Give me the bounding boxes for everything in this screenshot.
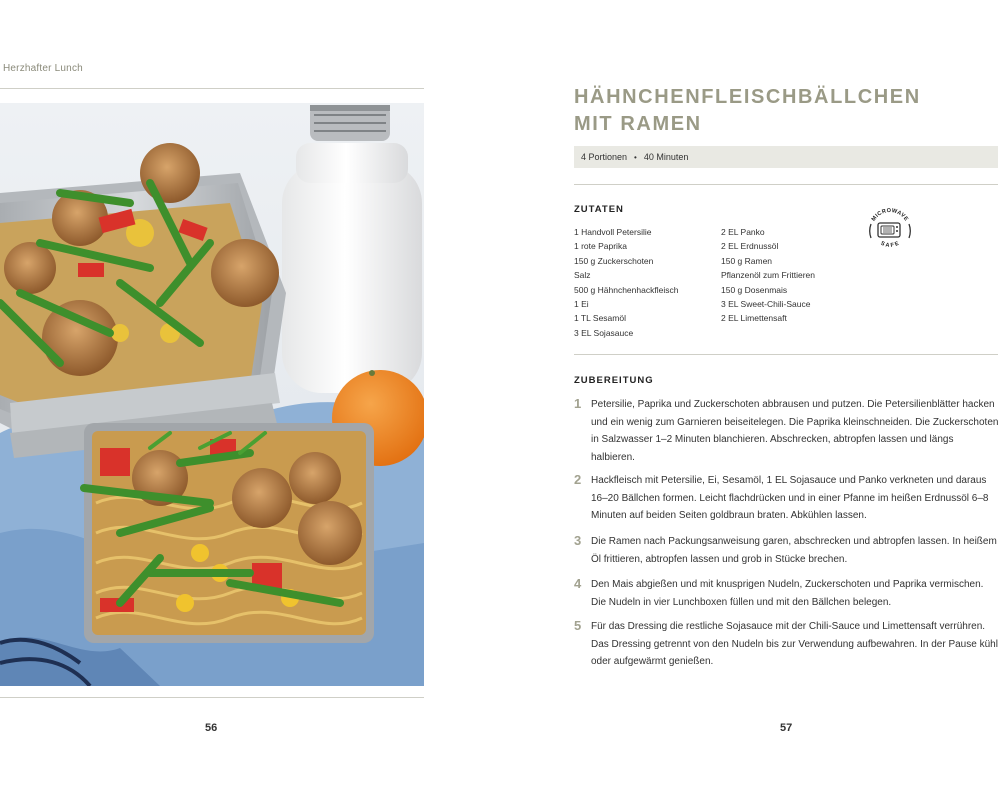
step-number: 2	[574, 472, 582, 487]
page-number-right: 57	[780, 722, 793, 734]
microwave-safe-badge-icon	[864, 204, 916, 256]
ingredient-item: 150 g Zuckerschoten	[574, 255, 654, 266]
svg-text:MICROWAVE	[871, 208, 909, 223]
prep-step	[574, 618, 1000, 671]
step-text: Hackfleisch mit Petersilie, Ei, Sesamöl, 1 EL Sojasauce und Panko verkneten und daraus 16–20 Bällchen formen. Leicht flachdrücken und in einer Pfanne im heißen Erdnussöl 6–8 Minuten auf beiden Seiten goldbraun braten. Abkühlen lassen.	[591, 475, 989, 522]
step-number: 4	[574, 576, 582, 591]
ingredients-heading: ZUTATEN	[574, 204, 624, 215]
header-rule	[0, 88, 424, 89]
running-head: Herzhafter Lunch	[3, 63, 83, 74]
step-text: Den Mais abgießen und mit knusprigen Nudeln, Zuckerschoten und Paprika vermischen. Die Nudeln in vier Lunchboxen füllen und mit den Bällchen belegen.	[591, 579, 984, 608]
ingredients-list-right	[721, 225, 815, 326]
step-number: 3	[574, 533, 582, 548]
prep-time: 40 Minuten	[643, 152, 689, 162]
step-text: Für das Dressing die restliche Sojasauce mit der Chili-Sauce und Limettensaft verrühren. Das Dressing getrennt von den Nudeln bis zur Verwendung aufbewahren. In der Pause kühl oder aufgewärmt genießen.	[591, 621, 998, 668]
recipe-meta-bar	[574, 146, 998, 168]
ingredient-item: Salz	[574, 270, 591, 281]
page-number-left: 56	[205, 722, 218, 734]
recipe-title-line-1: HÄHNCHENFLEISCHBÄLLCHEN	[574, 86, 921, 108]
step-text: Petersilie, Paprika und Zuckerschoten abbrausen und putzen. Die Petersilienblätter hacken und ein wenig zum Garnieren beiseitelegen. Die Paprika kleinschneiden. Die Zuckerschoten in Salzwasser 1–2 Minuten blanchieren. Abschrecken, abtropfen lassen und längs halbieren.	[591, 399, 999, 464]
ingredient-item: 150 g Dosenmais	[721, 284, 788, 295]
ingredients-list-left	[574, 225, 678, 340]
food-photo	[0, 103, 424, 686]
ingredient-item: 3 EL Sojasauce	[574, 327, 634, 338]
step-number: 5	[574, 618, 582, 633]
portions: 4 Portionen	[581, 152, 628, 162]
badge-top-text: MICROWAVE	[870, 207, 910, 223]
ingredient-item: Pflanzenöl zum Frittieren	[721, 270, 816, 281]
meta-rule	[574, 184, 998, 185]
meta-separator-icon: •	[634, 152, 637, 162]
prep-step	[574, 396, 1000, 467]
ingredient-item: 150 g Ramen	[721, 255, 773, 266]
ingredient-item: 500 g Hähnchenhackfleisch	[574, 284, 679, 295]
ingredient-item: 2 EL Erdnussöl	[721, 241, 779, 252]
recipe-title	[574, 84, 921, 138]
prep-step	[574, 576, 1000, 611]
ingredient-item: 3 EL Sweet-Chili-Sauce	[721, 299, 811, 310]
ingredient-item: 2 EL Limettensaft	[721, 313, 787, 324]
ingredient-item: 1 TL Sesamöl	[574, 313, 626, 324]
right-page	[500, 0, 1000, 800]
footer-rule	[0, 697, 424, 698]
preparation-heading: ZUBEREITUNG	[574, 375, 654, 386]
step-number: 1	[574, 396, 582, 411]
prep-step	[574, 533, 1000, 568]
ingredient-item: 1 Handvoll Petersilie	[574, 227, 652, 237]
ingredient-item: 1 Ei	[574, 299, 589, 310]
svg-text:SAFE	[880, 241, 901, 249]
step-text: Die Ramen nach Packungsanweisung garen, abschrecken und abtropfen lassen. In heißem Öl frittieren, abtropfen lassen und grob in Stücke brechen.	[591, 536, 997, 565]
recipe-title-line-2: MIT RAMEN	[574, 113, 702, 135]
ingredient-item: 2 EL Panko	[721, 227, 765, 237]
badge-bottom-text: SAFE	[879, 240, 901, 249]
ingredient-item: 1 rote Paprika	[574, 241, 627, 252]
section-rule	[574, 354, 998, 355]
prep-step	[574, 472, 1000, 525]
